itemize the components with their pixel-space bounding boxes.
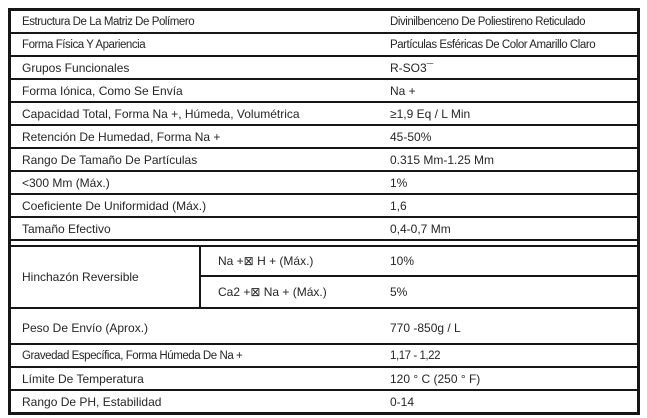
- row-value: R-SO3¯: [390, 60, 434, 75]
- row-label: Rango De PH, Estabilidad: [22, 394, 162, 409]
- subrow-value: 5%: [390, 285, 408, 299]
- spec-table: [8, 8, 640, 415]
- row-value: 120 ° C (250 ° F): [390, 371, 481, 386]
- row-label: Estructura De La Matriz De Polímero: [22, 15, 195, 28]
- table-row: [11, 149, 637, 172]
- merged-row-subrows: [201, 247, 637, 307]
- row-label: Forma Física Y Apariencia: [22, 38, 146, 51]
- table-row-merged: [11, 245, 637, 309]
- table-row: [11, 391, 637, 412]
- table-row: [11, 195, 637, 218]
- row-label: <300 Mm (Máx.): [22, 175, 110, 190]
- row-value: 1,17 - 1,22: [390, 349, 441, 362]
- row-label: Grupos Funcionales: [22, 60, 130, 75]
- table-row: [11, 172, 637, 195]
- subrow-label: Na +⊠ H + (Máx.): [218, 254, 314, 268]
- row-label: Coeficiente De Uniformidad (Máx.): [22, 198, 207, 213]
- row-label: Gravedad Específica, Forma Húmeda De Na +: [22, 349, 243, 362]
- row-label: Límite De Temperatura: [22, 371, 144, 386]
- merged-row-label: Hinchazón Reversible: [11, 247, 201, 307]
- table-subrow: [201, 247, 637, 277]
- table-row: [11, 57, 637, 80]
- table-row: [11, 218, 637, 241]
- row-label: Peso De Envío (Aprox.): [22, 321, 149, 335]
- table-row: [11, 345, 637, 368]
- row-label: Retención De Humedad, Forma Na +: [22, 129, 221, 144]
- row-value: Partículas Esféricas De Color Amarillo Claro: [390, 38, 596, 51]
- row-value: Na +: [390, 83, 416, 98]
- subrow-value: 10%: [390, 254, 415, 268]
- row-value: 0,4-0,7 Mm: [390, 221, 451, 236]
- row-value: 1,6: [390, 198, 407, 213]
- table-row: [11, 368, 637, 391]
- subrow-label: Ca2 +⊠ Na + (Máx.): [218, 285, 327, 299]
- table-row: [11, 126, 637, 149]
- row-label: Capacidad Total, Forma Na +, Húmeda, Volumétrica: [22, 106, 300, 121]
- row-value: 770 -850g / L: [390, 321, 461, 335]
- row-label: Forma Iónica, Como Se Envía: [22, 83, 183, 98]
- table-row: [11, 34, 637, 57]
- row-value: 45-50%: [390, 129, 432, 144]
- row-label: Rango De Tamaño De Partículas: [22, 152, 198, 167]
- row-value: 1%: [390, 175, 408, 190]
- table-row: [11, 103, 637, 126]
- row-value: 0-14: [390, 394, 415, 409]
- table-row: [11, 11, 637, 34]
- row-value: 0.315 Mm-1.25 Mm: [390, 152, 495, 167]
- table-row: [11, 80, 637, 103]
- row-label: Tamaño Efectivo: [22, 221, 111, 236]
- table-subrow: [201, 277, 637, 307]
- row-value: Divinilbenceno De Poliestireno Reticulado: [390, 15, 586, 28]
- row-value: ≥1,9 Eq / L Min: [390, 106, 471, 121]
- table-row: [11, 313, 637, 345]
